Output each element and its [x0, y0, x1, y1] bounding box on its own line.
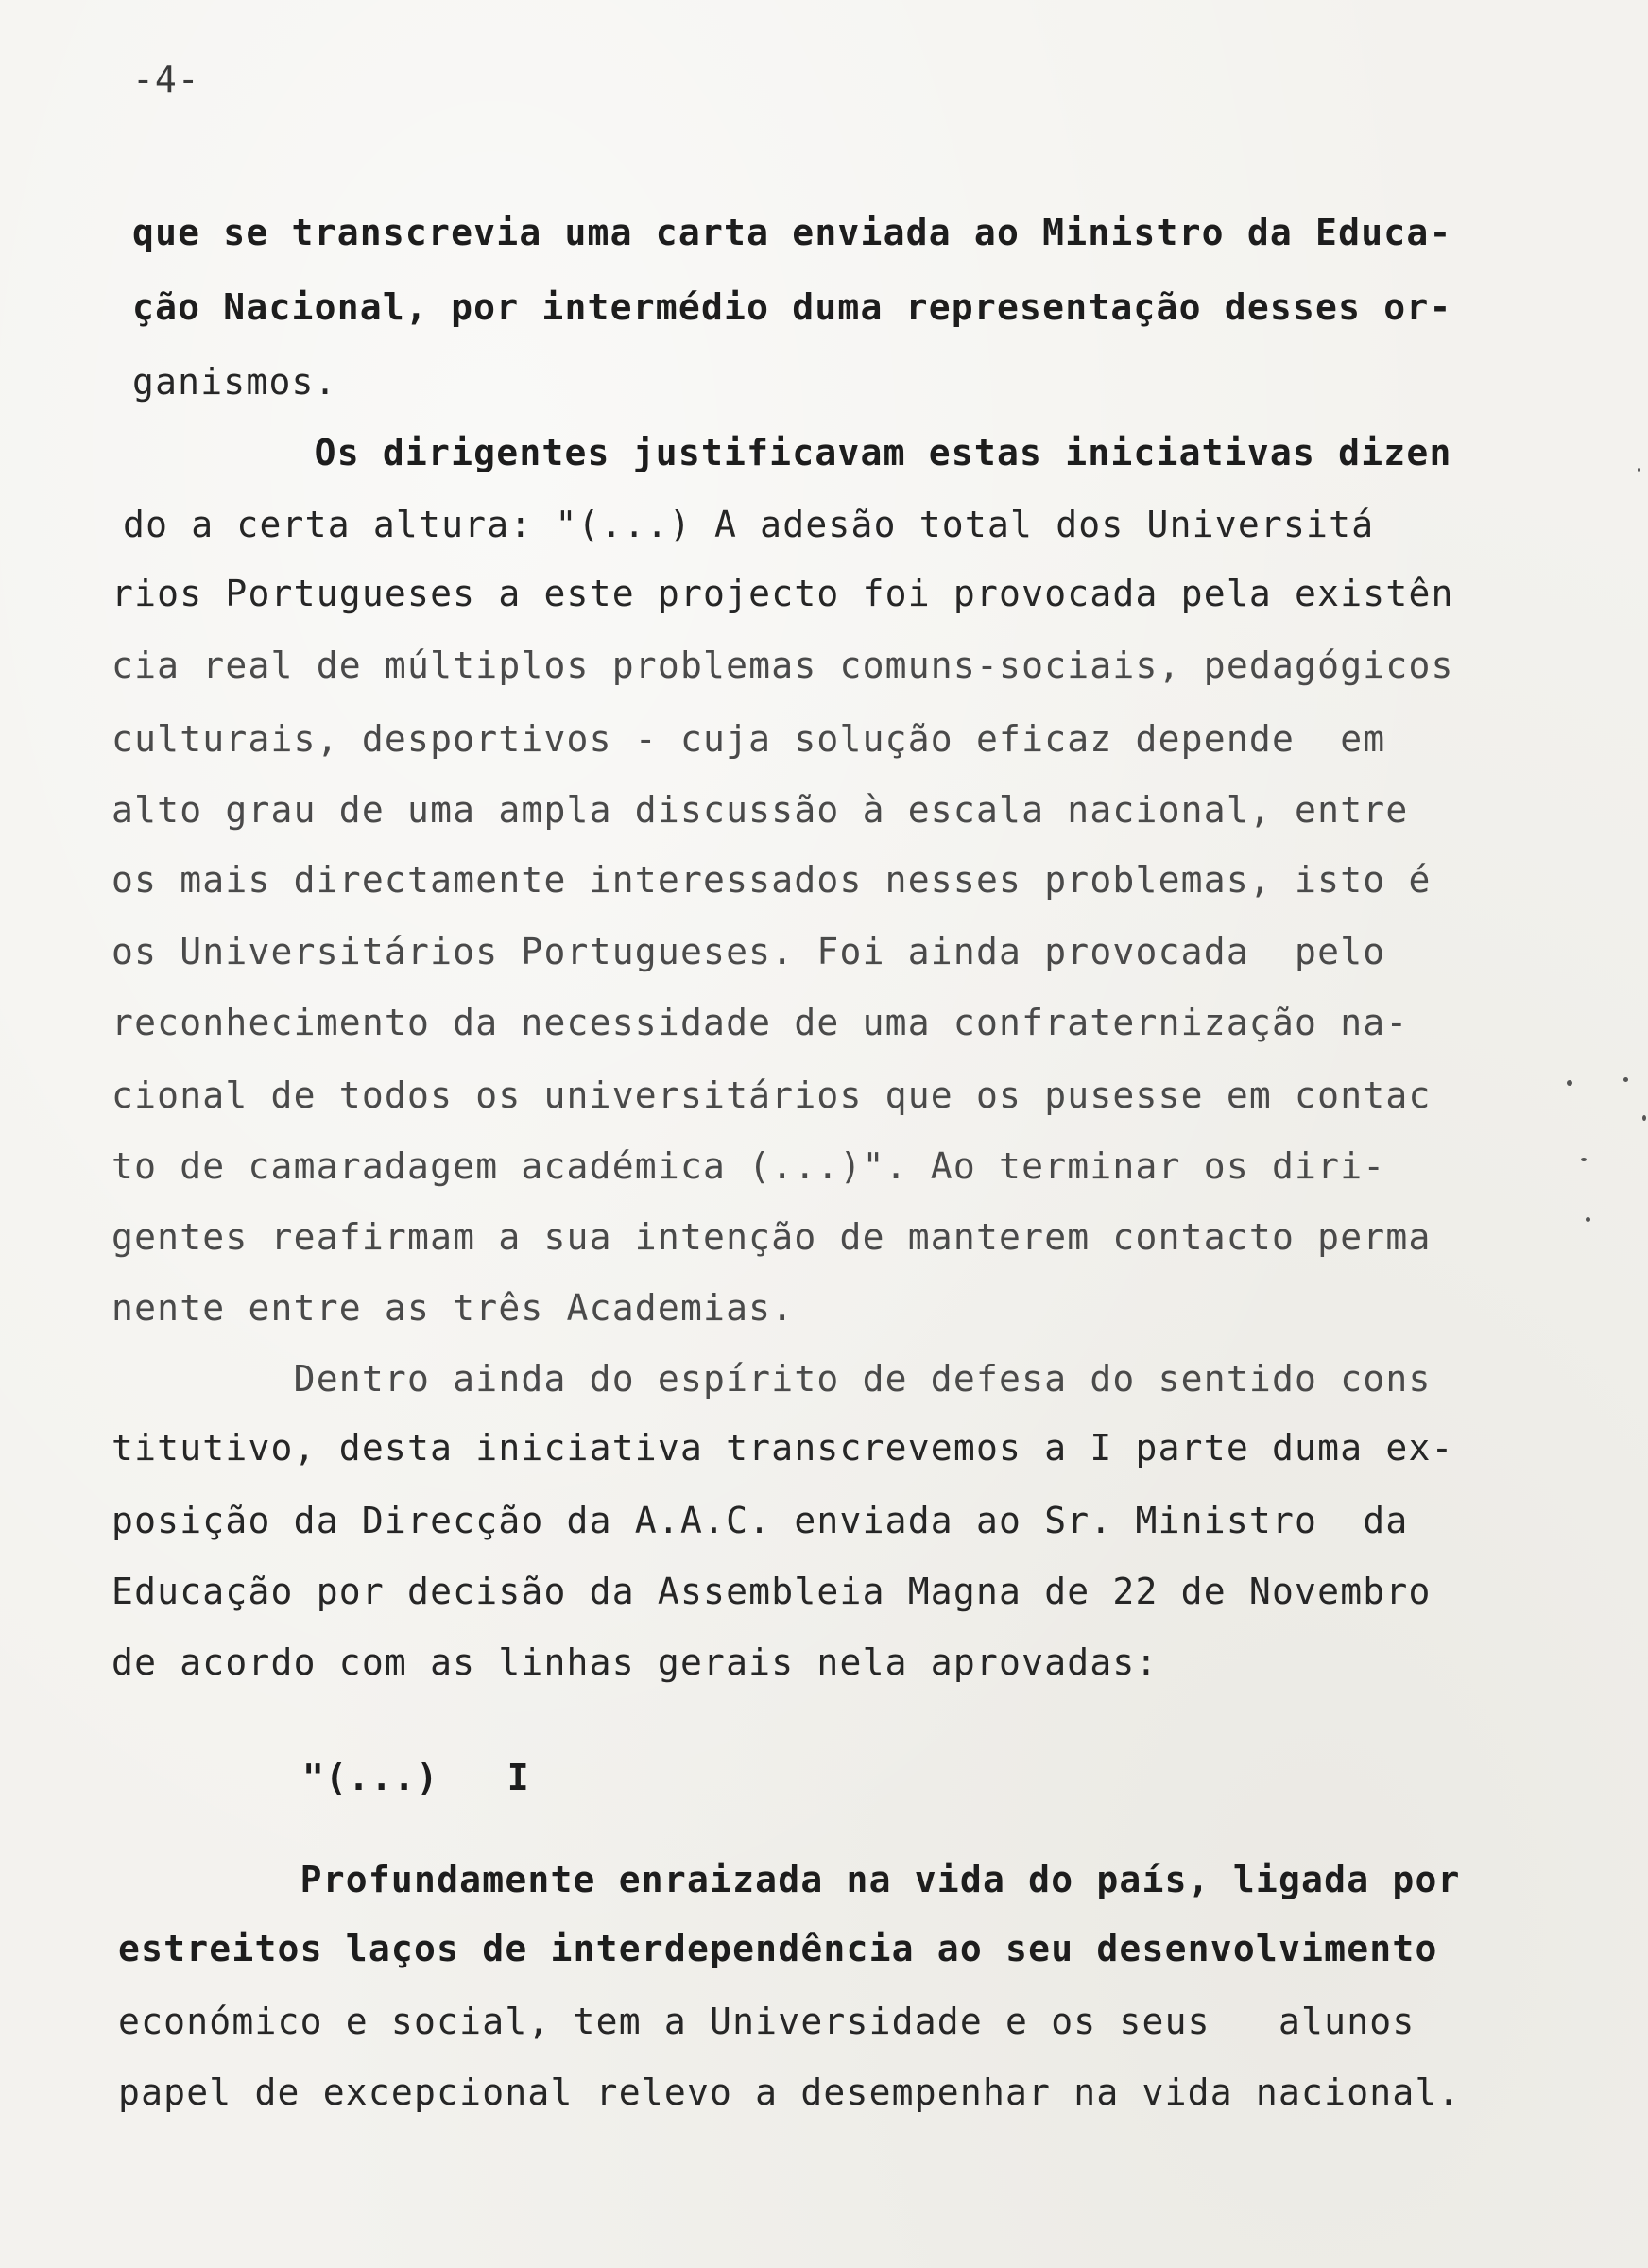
text-line: de acordo com as linhas gerais nela aprovadas:: [112, 1641, 1159, 1683]
scan-speck: [1567, 1080, 1572, 1086]
text-line: culturais, desportivos - cuja solução eficaz depende em: [112, 718, 1386, 760]
text-line: os mais directamente interessados nesses problemas, isto é: [112, 859, 1432, 901]
text-line: reconhecimento da necessidade de uma confraternização na-: [112, 1002, 1409, 1043]
text-line: Profundamente enraizada na vida do país, ligada por: [118, 1859, 1461, 1900]
text-line: que se transcrevia uma carta enviada ao Ministro da Educa-: [132, 212, 1452, 253]
text-line: cia real de múltiplos problemas comuns-sociais, pedagógicos: [112, 644, 1454, 686]
text-line: to de camaradagem académica (...)". Ao terminar os diri-: [112, 1145, 1386, 1187]
text-line: gentes reafirmam a sua intenção de manterem contacto perma: [112, 1216, 1432, 1258]
text-line: os Universitários Portugueses. Foi ainda provocada pelo: [112, 931, 1386, 972]
page-number: -4-: [132, 59, 200, 100]
text-line: Educação por decisão da Assembleia Magna de 22 de Novembro: [112, 1571, 1432, 1612]
scan-speck: [1638, 468, 1640, 472]
text-line: papel de excepcional relevo a desempenhar na vida nacional.: [118, 2071, 1461, 2113]
scan-speck: [1581, 1158, 1587, 1161]
scan-speck: [1642, 1115, 1646, 1121]
text-line: cional de todos os universitários que os pusesse em contac: [112, 1074, 1432, 1116]
text-line: nente entre as três Academias.: [112, 1287, 795, 1329]
text-line: alto grau de uma ampla discussão à escala nacional, entre: [112, 789, 1409, 831]
text-line: Os dirigentes justificavam estas iniciativas dizen: [132, 432, 1452, 473]
text-line: titutivo, desta iniciativa transcrevemos a I parte duma ex-: [112, 1427, 1454, 1469]
text-line: ganismos.: [132, 361, 337, 403]
text-line: do a certa altura: "(...) A adesão total dos Universitá: [123, 504, 1375, 545]
scan-speck: [1586, 1217, 1590, 1222]
text-line: ção Nacional, por intermédio duma representação desses or-: [132, 286, 1452, 328]
scan-speck: [1623, 1077, 1628, 1082]
text-line: posição da Direcção da A.A.C. enviada ao Sr. Ministro da: [112, 1500, 1409, 1541]
text-line: Dentro ainda do espírito de defesa do sentido cons: [112, 1358, 1432, 1400]
text-line: rios Portugueses a este projecto foi provocada pela existên: [112, 573, 1454, 614]
quote-heading: "(...) I: [302, 1757, 530, 1798]
text-line: estreitos laços de interdependência ao seu desenvolvimento: [118, 1928, 1438, 1969]
text-line: económico e social, tem a Universidade e os seus alunos: [118, 2001, 1416, 2042]
